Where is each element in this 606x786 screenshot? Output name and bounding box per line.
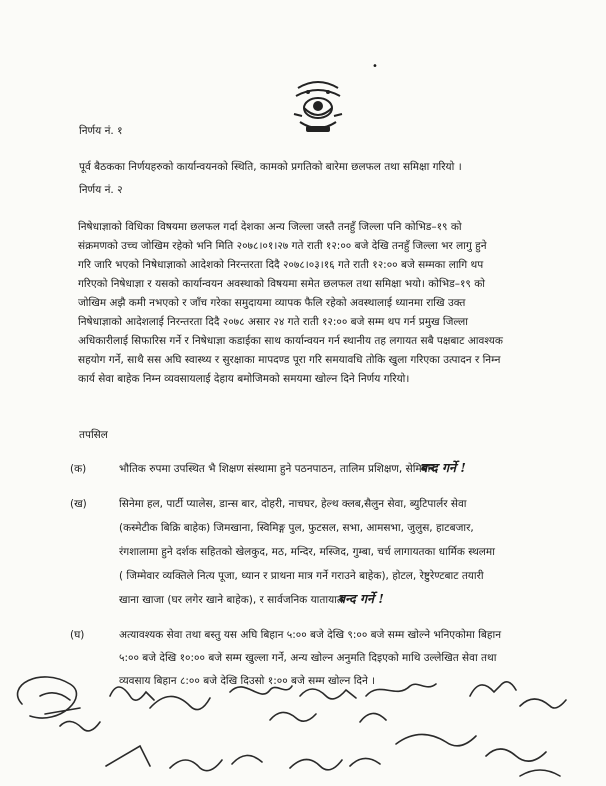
emblem-seal-icon [288, 78, 348, 142]
paragraph-line: गरि जारि भएको निषेधाज्ञाको आदेशको निरन्तरता दिदै २०७८।०३।१६ गते राती १२:०० बजे सम्मका लागि थप [78, 259, 484, 271]
paragraph-line: सहयोग गर्ने, साथै सस अघि स्वास्थ्य र सुरक्षाका मापदण्ड पूरा गरि समयावधि तोकि खुला गरिएका उत्पादन र निम्न [78, 354, 501, 366]
paragraph-line: अधिकारीलाई सिफारिस गर्ने र निषेधाज्ञा कडाईका साथ कार्यान्वयन गर्न स्थानीय तह लगायत सबै पक्षबाट आवश्यक [78, 335, 503, 347]
signature-scribble [110, 687, 154, 700]
paragraph-line: कार्य सेवा बाहेक निम्न व्यवसायलाई देहाय बमोजिमको समयमा खोल्न दिने निर्णय गरियो। [78, 373, 410, 385]
paragraph-line: जोखिम अझै कमी नभएको र जाँच गरेका समुदायमा व्यापक फैलि रहेको अवस्थालाई ध्यानमा राखि उक्त [78, 297, 466, 309]
signature-scribble [18, 677, 80, 718]
signatures-area [0, 656, 606, 786]
stray-mark: • [372, 61, 378, 72]
signature-scribble [290, 759, 342, 769]
signature-scribble [300, 689, 356, 699]
signature-scribble [170, 760, 222, 771]
paragraph-line: गरिएको निषेधाज्ञा र यसको कार्यान्वयन अवस्थाको विषयमा समेत छलफल तथा समिक्षा भयो। कोभिड–१९ को [78, 278, 486, 290]
signature-scribble [360, 713, 386, 722]
signature-scribble [270, 712, 316, 721]
paragraph-line: निषेधाज्ञाको आदेशलाई निरन्तरता दिदै २०७८ असार २४ गते राती १२:०० बजे सम्म थप गर्न प्रमुख जिल्ला [78, 316, 468, 328]
signature-scribble [230, 686, 292, 694]
item-line: खाना खाजा (घर लगेर खाने बाहेक), र सार्वजनिक यातायात [119, 594, 343, 606]
decision-1-heading: निर्णय नं. १ [79, 125, 123, 137]
item-marker: (ख) [70, 498, 87, 510]
signature-scribble [232, 755, 262, 764]
item-line: (कस्मेटीक बिक्रि बाहेक) जिमखाना, स्विमिङ्ग पुल, फुटसल, सभा, आमसभा, जुलुस, हाटबजार, [119, 522, 474, 534]
item-line: रंगशालामा हुने दर्शक सहितको खेलकुद, मठ, मन्दिर, मस्जिद, गुम्बा, चर्च लागायतका धार्मिक स्थलमा [119, 546, 495, 558]
signature-scribble [60, 721, 100, 730]
signature-scribble [470, 682, 516, 696]
signature-scribble [150, 696, 210, 709]
item-marker: (क) [70, 463, 87, 475]
paragraph-line: निषेधाज्ञाको विधिका विषयमा छलफल गर्दा देशका अन्य जिल्ला जस्तै तनहुँ जिल्ला पनि कोभिड–१९ को [78, 221, 462, 233]
item-line: सिनेमा हल, पार्टी प्यालेस, डान्स बार, दोहरी, नाचघर, हेल्थ क्लब,सैलुन सेवा, ब्युटिपार्लर सेवा [119, 498, 467, 510]
item-line: ( जिम्मेवार व्यक्तिले नित्य पूजा, ध्यान र प्राथना मात्र गर्ने गराउने बाहेक), होटल, रेष्टुरेण्टबाट तयारी [119, 570, 484, 582]
signature-scribble [486, 749, 546, 761]
tapasil-heading: तपसिल [79, 429, 108, 441]
decision-1-text: पूर्व बैठकका निर्णयहरुको कार्यान्वयनको स्थिति, कामको प्रगतिको बारेमा छलफल तथा समिक्षा गरियो । [79, 161, 462, 173]
item-line: व्यवसाय बिहान ८:०० बजे देखि दिउसो १:०० बजे सम्म खोल्न दिने । [119, 675, 376, 687]
handwritten-note: बन्द गर्ने ! [338, 591, 384, 606]
item-marker: (घ) [70, 629, 85, 641]
item-line: ५:०० बजे देखि १०:०० बजे सम्म खुल्ला गर्ने, अन्य खोल्न अनुमति दिइएको माथि उल्लेखित सेवा तथा [119, 652, 497, 664]
signature-scribble [366, 684, 436, 696]
signature-scribble [106, 746, 150, 766]
paragraph-line: संक्रमणको उच्च जोखिम रहेको भनि मिति २०७८।०१।२७ गते राती १२:०० बजे देखि तनहुँ जिल्ला भर लागु हुने [78, 240, 487, 252]
decision-2-heading: निर्णय नं. २ [79, 184, 123, 196]
item-line: अत्यावश्यक सेवा तथा बस्तु यस अघि बिहान ५:०० बजे देखि ९:०० बजे सम्म खोल्ने भनिएकोमा बिहान [119, 629, 502, 641]
item-line: भौतिक रुपमा उपस्थित भै शिक्षण संस्थामा हुने पठनपाठन, तालिम प्रशिक्षण, सेमिनार [119, 463, 435, 475]
handwritten-note: बन्द गर्ने ! [420, 460, 466, 475]
signature-scribble [520, 770, 560, 776]
signature-scribble [350, 758, 380, 766]
signature-scribble [520, 699, 566, 708]
signature-scribble [396, 734, 476, 745]
